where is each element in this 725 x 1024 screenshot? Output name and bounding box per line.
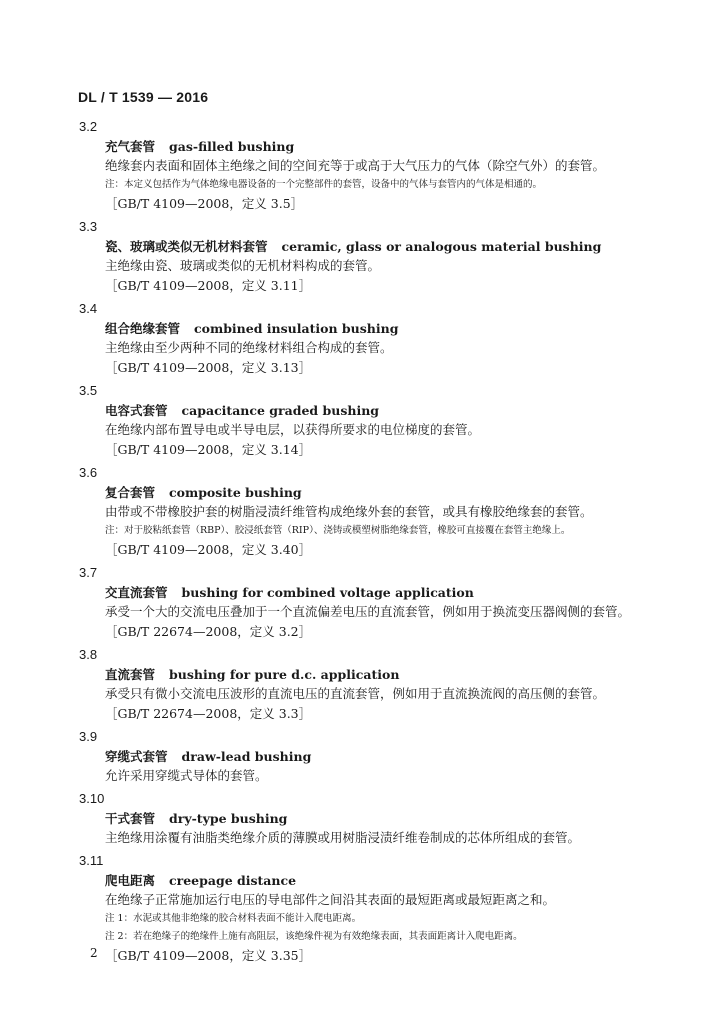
- term-english: dry-type bushing: [169, 811, 288, 826]
- term-chinese: 爬电距离: [105, 873, 156, 888]
- clause-number: 3.3: [79, 219, 98, 234]
- term-english: composite bushing: [169, 485, 302, 500]
- term-chinese: 瓷、玻璃或类似无机材料套管: [105, 239, 268, 254]
- source-reference: ［GB/T 4109—2008，定义 3.40］: [105, 542, 312, 557]
- entry-body: [0, 583, 725, 645]
- clause-number: 3.4: [79, 301, 98, 316]
- term-english: gas-filled bushing: [169, 139, 295, 154]
- term-heading: [105, 237, 655, 256]
- definition-text: 由带或不带橡胶护套的树脂浸渍纤维管构成绝缘外套的套管，或具有橡胶绝缘套的套管。: [105, 504, 593, 519]
- definition-text: 主绝缘由至少两种不同的绝缘材料组合构成的套管。: [105, 340, 393, 355]
- term-entry: [0, 381, 725, 463]
- clause-number: 3.2: [79, 119, 98, 134]
- source-reference: ［GB/T 4109—2008，定义 3.35］: [105, 948, 312, 963]
- entry-body: [0, 747, 725, 789]
- definition-text: 在绝缘内部布置导电或半导电层，以获得所要求的电位梯度的套管。: [105, 422, 481, 437]
- entry-body: [0, 237, 725, 299]
- entry-body: [0, 665, 725, 727]
- definition-text: 绝缘套内表面和固体主绝缘之间的空间充等于或高于大气压力的气体（除空气外）的套管。: [105, 158, 606, 173]
- definition-text: 主绝缘由瓷、玻璃或类似的无机材料构成的套管。: [105, 258, 381, 273]
- term-chinese: 电容式套管: [105, 403, 168, 418]
- term-entry: [0, 117, 725, 217]
- term-entry: [0, 463, 725, 563]
- source-reference: ［GB/T 22674—2008，定义 3.3］: [105, 706, 312, 721]
- term-heading: [105, 747, 655, 766]
- page-number: 2: [90, 946, 98, 960]
- definition-text: 主绝缘用涂覆有油脂类绝缘介质的薄膜或用树脂浸渍纤维卷制成的芯体所组成的套管。: [105, 830, 581, 845]
- term-entry: [0, 727, 725, 789]
- entry-body: [0, 137, 725, 217]
- definition-text: 允许采用穿缆式导体的套管。: [105, 768, 268, 783]
- source-reference: ［GB/T 4109—2008，定义 3.14］: [105, 442, 312, 457]
- definition-note: 注：对于胶粘纸套管（RBP）、胶浸纸套管（RIP）、浇铸或模塑树脂绝缘套管，橡胶可直接覆在套管主绝缘上。: [105, 525, 571, 536]
- clause-number: 3.8: [79, 647, 98, 662]
- definition-text: 在绝缘子正常施加运行电压的导电部件之间沿其表面的最短距离或最短距离之和。: [105, 892, 556, 907]
- term-entry: [0, 645, 725, 727]
- term-english: bushing for combined voltage application: [181, 585, 474, 600]
- term-heading: [105, 483, 655, 502]
- term-entry: [0, 563, 725, 645]
- source-reference: ［GB/T 4109—2008，定义 3.11］: [105, 278, 312, 293]
- term-chinese: 穿缆式套管: [105, 749, 168, 764]
- term-heading: [105, 583, 655, 602]
- term-chinese: 复合套管: [105, 485, 156, 500]
- entry-body: [0, 401, 725, 463]
- term-english: draw-lead bushing: [181, 749, 312, 764]
- term-chinese: 干式套管: [105, 811, 156, 826]
- term-heading: [105, 665, 655, 684]
- term-heading: [105, 809, 655, 828]
- term-heading: [105, 137, 655, 156]
- term-heading: [105, 319, 655, 338]
- term-heading: [105, 401, 655, 420]
- definition-text: 承受一个大的交流电压叠加于一个直流偏差电压的直流套管，例如用于换流变压器阀侧的套管。: [105, 604, 631, 619]
- term-entry: [0, 217, 725, 299]
- source-reference: ［GB/T 4109—2008，定义 3.5］: [105, 196, 304, 211]
- term-chinese: 组合绝缘套管: [105, 321, 181, 336]
- source-reference: ［GB/T 22674—2008，定义 3.2］: [105, 624, 312, 639]
- entry-body: [0, 871, 725, 969]
- entry-body: [0, 319, 725, 381]
- term-english: creepage distance: [169, 873, 297, 888]
- definition-note: 注 1：水泥或其他非绝缘的胶合材料表面不能计入爬电距离。: [105, 913, 362, 924]
- source-reference: ［GB/T 4109—2008，定义 3.13］: [105, 360, 312, 375]
- clause-number: 3.11: [79, 853, 104, 868]
- term-english: bushing for pure d.c. application: [169, 667, 400, 682]
- term-entry: [0, 851, 725, 969]
- term-heading: [105, 871, 655, 890]
- term-entry: [0, 789, 725, 851]
- term-english: capacitance graded bushing: [181, 403, 380, 418]
- term-english: ceramic, glass or analogous material bushing: [281, 239, 602, 254]
- clause-number: 3.5: [79, 383, 98, 398]
- definition-note: 注：本定义包括作为气体绝缘电器设备的一个完整部件的套管，设备中的气体与套管内的气体是相通的。: [105, 179, 543, 190]
- clause-number: 3.7: [79, 565, 98, 580]
- term-chinese: 直流套管: [105, 667, 156, 682]
- clause-number: 3.9: [79, 729, 98, 744]
- term-english: combined insulation bushing: [194, 321, 399, 336]
- definition-text: 承受只有微小交流电压波形的直流电压的直流套管，例如用于直流换流阀的高压侧的套管。: [105, 686, 606, 701]
- entry-body: [0, 809, 725, 851]
- term-chinese: 充气套管: [105, 139, 156, 154]
- clause-number: 3.10: [79, 791, 105, 806]
- document-code-header: DL / T 1539 — 2016: [78, 89, 209, 105]
- term-definition-list: [0, 117, 725, 969]
- term-chinese: 交直流套管: [105, 585, 168, 600]
- entry-body: [0, 483, 725, 563]
- definition-note: 注 2：若在绝缘子的绝缘件上施有高阻层，该绝缘件视为有效绝缘表面，其表面距离计入爬电距离。: [105, 931, 523, 942]
- clause-number: 3.6: [79, 465, 98, 480]
- term-entry: [0, 299, 725, 381]
